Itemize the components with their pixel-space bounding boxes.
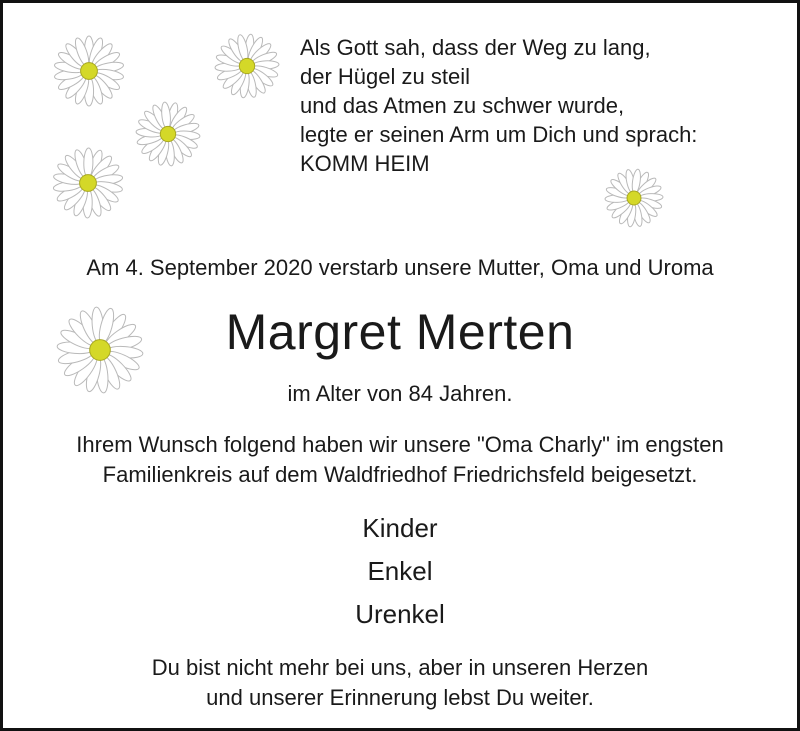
burial-notice-line: Familienkreis auf dem Waldfriedhof Friedrichsfeld beigesetzt. (102, 462, 698, 487)
poem (300, 33, 697, 178)
daisy-icon (210, 32, 284, 100)
poem-line: KOMM HEIM (300, 151, 430, 176)
poem-line: der Hügel zu steil (300, 64, 470, 89)
poem-line: und das Atmen zu schwer wurde, (300, 93, 625, 118)
deceased-name: Margret Merten (225, 304, 575, 360)
daisy-icon (132, 100, 204, 168)
closing-line: Du bist nicht mehr bei uns, aber in unseren Herzen (151, 655, 649, 680)
closing-verse (3, 653, 797, 713)
age-line: im Alter von 84 Jahren. (287, 381, 513, 406)
poem-line: legte er seinen Arm um Dich und sprach: (300, 122, 698, 147)
mourner-grandchildren: Enkel (367, 556, 433, 586)
burial-notice (3, 430, 797, 490)
daisy-icon (51, 305, 149, 395)
poem-line: Als Gott sah, dass der Weg zu lang, (300, 35, 651, 60)
daisy-icon (49, 146, 127, 220)
burial-notice-line: Ihrem Wunsch folgend haben wir unsere "Oma Charly" im engsten (76, 432, 724, 457)
mourner-great-grandchildren: Urenkel (355, 599, 445, 629)
mourner-children: Kinder (362, 513, 438, 543)
death-announcement: Am 4. September 2020 verstarb unsere Mutter, Oma und Uroma (86, 255, 714, 280)
daisy-icon (50, 34, 128, 108)
daisy-icon (600, 167, 668, 229)
closing-line: und unserer Erinnerung lebst Du weiter. (206, 685, 594, 710)
